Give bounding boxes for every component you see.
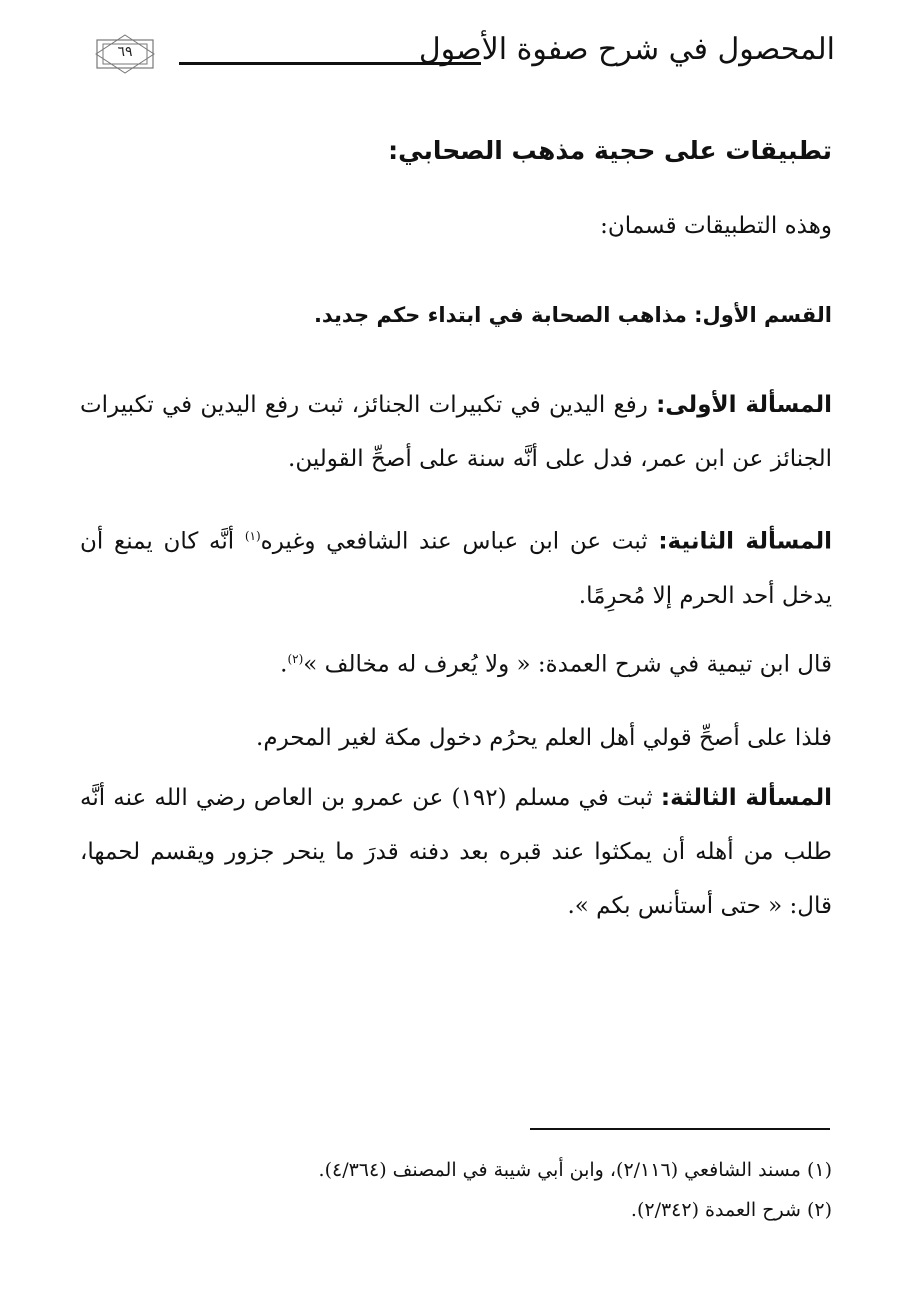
issue-2-paragraph: [80, 509, 878, 623]
quote-paragraph: [80, 632, 878, 692]
page-number-badge: [95, 34, 155, 74]
page-header: [95, 28, 835, 88]
section-title: تطبيقات على حجية مذهب الصحابي:: [388, 136, 832, 165]
footnote-separator: [530, 1128, 830, 1130]
issue-3-text: ثبت في مسلم (١٩٢) عن عمرو بن العاص رضي الله عنه أنَّه طلب من أهله أن يمكثوا عند قبره بعد دفنه قدرَ ما ينحر جزور ويقسم لحمها، قال: « حتى أستأنس بكم ».: [80, 785, 832, 919]
intro-text: وهذه التطبيقات قسمان:: [600, 213, 832, 239]
issue-2-text-before: ثبت عن ابن عباس عند الشافعي وغيره: [260, 528, 659, 555]
issue-1-paragraph: [80, 378, 878, 486]
issue-2-lead: المسألة الثانية:: [658, 528, 832, 555]
quote-text: قال ابن تيمية في شرح العمدة: « ولا يُعرف له مخالف »: [303, 651, 832, 678]
issue-3-paragraph: [80, 771, 878, 933]
conclusion-paragraph: فلذا على أصحِّ قولي أهل العلم يحرُم دخول مكة لغير المحرم.: [256, 725, 832, 751]
footnotes: [80, 1150, 832, 1230]
footnote-2: (٢) شرح العمدة (٢/٣٤٢).: [630, 1199, 832, 1221]
issue-1-text: رفع اليدين في تكبيرات الجنائز، ثبت رفع اليدين في تكبيرات الجنائز عن ابن عمر، فدل على أنَّه سنة على أصحِّ القولين.: [80, 392, 832, 472]
issue-3-lead: المسألة الثالثة:: [660, 785, 832, 811]
quote-end: .: [280, 651, 288, 678]
book-title: المحصول في شرح صفوة الأصول: [418, 32, 835, 67]
footnote-1: (١) مسند الشافعي (٢/١١٦)، وابن أبي شيبة في المصنف (٤/٣٦٤).: [318, 1159, 832, 1181]
footnote-ref-2[interactable]: (٢): [287, 652, 304, 666]
footnote-ref-1[interactable]: (١): [244, 529, 261, 543]
issue-2-text-after: أنَّه كان يمنع أن يدخل أحد الحرم إلا مُحرِمًا.: [80, 528, 832, 609]
part-title: القسم الأول: مذاهب الصحابة في ابتداء حكم جديد.: [313, 303, 832, 327]
page-number: ٦٩: [117, 44, 133, 60]
issue-1-lead: المسألة الأولى:: [656, 392, 833, 418]
